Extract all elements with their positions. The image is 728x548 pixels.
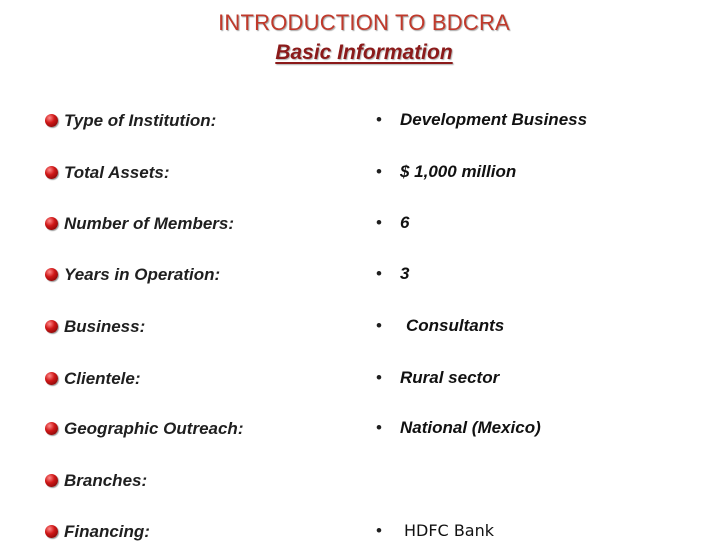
value-bullet: • bbox=[376, 162, 382, 181]
value-bullet: • bbox=[376, 368, 382, 387]
row-value: National (Mexico) bbox=[400, 418, 541, 437]
value-bullet: • bbox=[376, 213, 382, 232]
info-row-number-of-members bbox=[0, 210, 728, 240]
row-label: Financing: bbox=[64, 522, 150, 541]
value-bullet: • bbox=[376, 418, 382, 437]
row-value: HDFC Bank bbox=[404, 521, 494, 540]
red-ball-bullet-icon bbox=[45, 372, 58, 385]
row-label: Branches: bbox=[64, 471, 148, 490]
value-bullet: • bbox=[376, 521, 382, 540]
row-value: Rural sector bbox=[400, 368, 500, 387]
red-ball-bullet-icon bbox=[45, 525, 58, 538]
value-bullet: • bbox=[376, 316, 382, 335]
red-ball-bullet-icon bbox=[45, 166, 58, 179]
red-ball-bullet-icon bbox=[45, 217, 58, 230]
row-value: 6 bbox=[400, 213, 410, 232]
info-row-years-in-operation bbox=[0, 261, 728, 291]
row-value: $ 1,000 million bbox=[400, 162, 517, 181]
row-value: Development Business bbox=[400, 110, 588, 129]
value-bullet: • bbox=[376, 264, 382, 283]
row-label: Total Assets: bbox=[64, 163, 170, 182]
red-ball-bullet-icon bbox=[45, 422, 58, 435]
info-row-financing bbox=[0, 518, 728, 548]
info-row-clientele bbox=[0, 365, 728, 395]
info-row-branches bbox=[0, 467, 728, 497]
row-value: Consultants bbox=[406, 316, 505, 335]
red-ball-bullet-icon bbox=[45, 320, 58, 333]
row-label: Clientele: bbox=[64, 369, 141, 388]
value-bullet: • bbox=[376, 110, 382, 129]
row-label: Geographic Outreach: bbox=[64, 419, 244, 438]
row-label: Type of Institution: bbox=[64, 111, 217, 130]
row-value: 3 bbox=[400, 264, 410, 283]
info-row-business bbox=[0, 313, 728, 343]
info-row-geographic-outreach bbox=[0, 415, 728, 445]
slide-title: INTRODUCTION TO BDCRA bbox=[218, 10, 510, 35]
info-row-type-of-institution bbox=[0, 107, 728, 137]
row-label: Years in Operation: bbox=[64, 265, 221, 284]
red-ball-bullet-icon bbox=[45, 474, 58, 487]
row-label: Number of Members: bbox=[64, 214, 235, 233]
slide-subtitle: Basic Information bbox=[275, 41, 453, 64]
row-label: Business: bbox=[64, 317, 146, 336]
info-row-total-assets bbox=[0, 159, 728, 189]
red-ball-bullet-icon bbox=[45, 114, 58, 127]
red-ball-bullet-icon bbox=[45, 268, 58, 281]
